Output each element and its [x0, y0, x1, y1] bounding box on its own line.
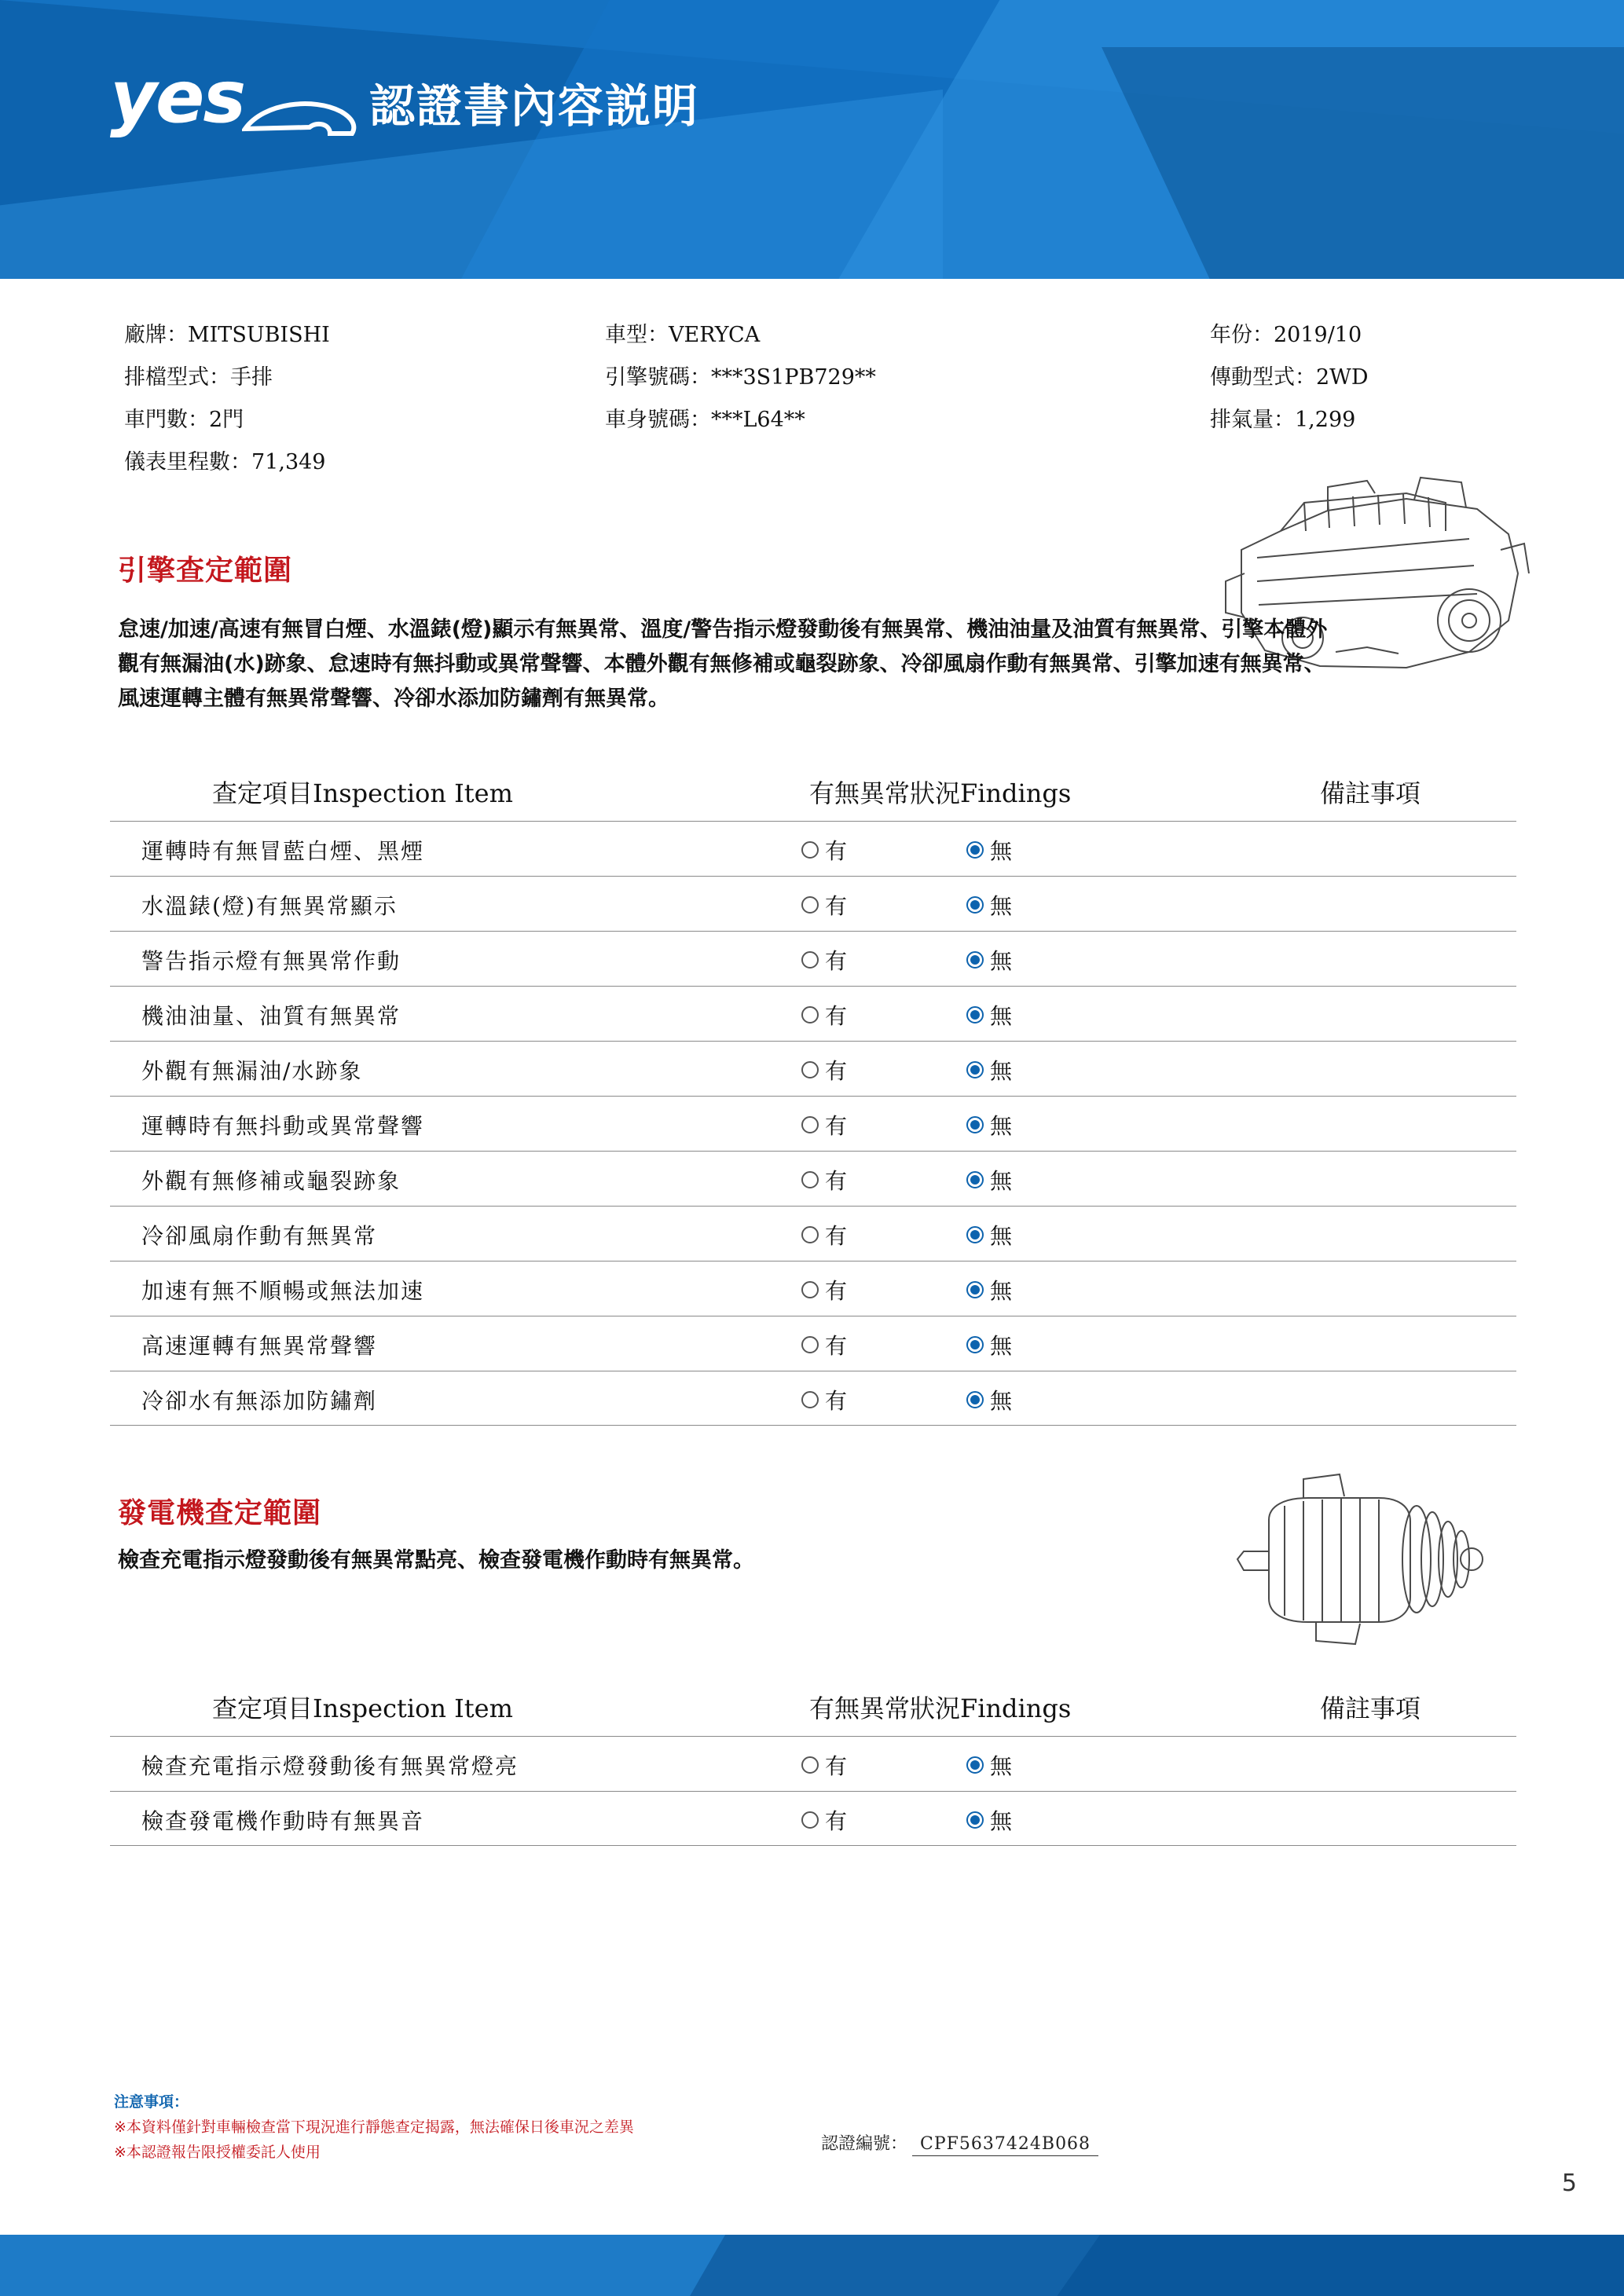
info-model: 車型：VERYCA [605, 323, 761, 347]
col-header-note: 備註事項 [1320, 1694, 1421, 1723]
radio-yes-icon[interactable] [801, 951, 819, 969]
col-header-item: 查定項目Inspection Item [212, 1694, 513, 1723]
table-row [110, 821, 1516, 876]
radio-no-label: 無 [990, 838, 1013, 864]
radio-yes-icon[interactable] [801, 1061, 819, 1078]
radio-no-icon[interactable] [966, 1116, 984, 1133]
alternator-inspection-table [110, 1681, 1516, 1846]
info-drivetrain: 傳動型式：2WD [1210, 365, 1369, 390]
radio-no-icon[interactable] [966, 1756, 984, 1774]
radio-yes-icon[interactable] [801, 1756, 819, 1774]
table-row [110, 931, 1516, 986]
vehicle-info-col-2 [605, 314, 876, 441]
radio-no-label: 無 [990, 1388, 1013, 1414]
radio-option-no[interactable] [966, 1274, 1012, 1305]
radio-option-no[interactable] [966, 889, 1012, 921]
inspection-item-label: 冷卻風扇作動有無異常 [141, 1223, 378, 1249]
info-vin: 車身號碼：***L64** [605, 408, 805, 432]
radio-option-yes[interactable] [801, 999, 847, 1031]
vehicle-info-col-3 [1210, 314, 1369, 441]
radio-yes-label: 有 [825, 838, 848, 864]
info-displacement: 排氣量：1,299 [1210, 408, 1356, 432]
radio-option-yes[interactable] [801, 944, 847, 976]
radio-yes-icon[interactable] [801, 1391, 819, 1408]
radio-option-no[interactable] [966, 1164, 1012, 1196]
radio-no-label: 無 [990, 1113, 1013, 1139]
inspection-item-label: 高速運轉有無異常聲響 [141, 1333, 378, 1359]
inspection-item-label: 加速有無不順暢或無法加速 [141, 1278, 425, 1304]
table-row [110, 876, 1516, 931]
inspection-item-label: 外觀有無漏油/水跡象 [141, 1058, 363, 1084]
inspection-item-label: 水溫錶(燈)有無異常顯示 [141, 893, 398, 919]
radio-no-label: 無 [990, 1753, 1013, 1779]
radio-option-yes[interactable] [801, 889, 847, 921]
inspection-item-label: 外觀有無修補或龜裂跡象 [141, 1168, 401, 1194]
radio-yes-icon[interactable] [801, 1281, 819, 1298]
table-row [110, 1791, 1516, 1846]
radio-option-yes[interactable] [801, 1749, 847, 1781]
engine-inspection-table [110, 766, 1516, 1426]
vehicle-info-col-1 [124, 314, 330, 484]
radio-option-no[interactable] [966, 834, 1012, 866]
table-row [110, 1096, 1516, 1151]
radio-yes-label: 有 [825, 1278, 848, 1304]
radio-yes-icon[interactable] [801, 1336, 819, 1353]
note-line-1: ※本資料僅針對車輛檢查當下現況進行靜態查定揭露，無法確保日後車況之差異 [114, 2118, 634, 2136]
radio-yes-icon[interactable] [801, 1006, 819, 1023]
radio-option-no[interactable] [966, 1384, 1012, 1415]
radio-option-yes[interactable] [801, 834, 847, 866]
radio-yes-label: 有 [825, 893, 848, 919]
cert-value: CPF5637424B068 [912, 2134, 1098, 2156]
col-header-item: 查定項目Inspection Item [212, 778, 513, 808]
radio-no-label: 無 [990, 1058, 1013, 1084]
radio-no-label: 無 [990, 1278, 1013, 1304]
page-number: 5 [1561, 2170, 1577, 2197]
radio-option-no[interactable] [966, 1329, 1012, 1360]
radio-yes-icon[interactable] [801, 841, 819, 859]
radio-no-icon[interactable] [966, 841, 984, 859]
radio-no-icon[interactable] [966, 1226, 984, 1243]
radio-option-yes[interactable] [801, 1274, 847, 1305]
notes-title: 注意事項： [114, 2093, 189, 2111]
radio-yes-icon[interactable] [801, 1171, 819, 1188]
radio-yes-icon[interactable] [801, 1811, 819, 1829]
footer-notes [114, 2089, 634, 2165]
certificate-number [821, 2130, 1098, 2155]
section-title-engine: 引擎查定範圍 [118, 555, 293, 587]
radio-no-icon[interactable] [966, 1006, 984, 1023]
table-row [110, 1041, 1516, 1096]
radio-option-yes[interactable] [801, 1329, 847, 1360]
radio-no-icon[interactable] [966, 1281, 984, 1298]
radio-option-no[interactable] [966, 1219, 1012, 1251]
radio-no-label: 無 [990, 1808, 1013, 1834]
radio-no-icon[interactable] [966, 1061, 984, 1078]
radio-yes-icon[interactable] [801, 1116, 819, 1133]
table-row [110, 1206, 1516, 1261]
inspection-item-label: 運轉時有無冒藍白煙、黑煙 [141, 838, 425, 864]
radio-yes-label: 有 [825, 1223, 848, 1249]
radio-no-icon[interactable] [966, 1336, 984, 1353]
radio-no-icon[interactable] [966, 951, 984, 969]
table-row [110, 1371, 1516, 1426]
table-row [110, 986, 1516, 1041]
radio-no-label: 無 [990, 1223, 1013, 1249]
radio-option-yes[interactable] [801, 1219, 847, 1251]
radio-option-no[interactable] [966, 1109, 1012, 1141]
radio-no-label: 無 [990, 1168, 1013, 1194]
radio-yes-label: 有 [825, 948, 848, 974]
radio-option-yes[interactable] [801, 1054, 847, 1086]
col-header-findings: 有無異常狀況Findings [809, 778, 1072, 808]
radio-no-label: 無 [990, 1003, 1013, 1029]
inspection-item-label: 冷卻水有無添加防鏽劑 [141, 1388, 378, 1414]
radio-option-yes[interactable] [801, 1109, 847, 1141]
inspection-item-label: 機油油量、油質有無異常 [141, 1003, 401, 1029]
section-description-engine: 怠速/加速/高速有無冒白煙、水溫錶(燈)顯示有無異常、溫度/警告指示燈發動後有無異常、機油油量及油質有無異常、引擎本體外觀有無漏油(水)跡象、怠速時有無抖動或異常聲響、本體外觀有無修補或龜裂跡象、冷卻風扇作動有無異常、引擎加速有無異常、風速運轉主體有無異常聲響、冷卻水添加防鏽劑有無異常。 [118, 617, 1328, 711]
radio-yes-label: 有 [825, 1753, 848, 1779]
page-title: 認證書內容説明 [369, 79, 700, 133]
radio-option-no[interactable] [966, 944, 1012, 976]
table-row [110, 1151, 1516, 1206]
logo-text: yes [110, 55, 245, 139]
engine-table-header [110, 766, 1516, 821]
inspection-item-label: 檢查充電指示燈發動後有無異常燈亮 [141, 1753, 519, 1779]
radio-no-icon[interactable] [966, 896, 984, 914]
radio-option-yes[interactable] [801, 1804, 847, 1836]
radio-no-label: 無 [990, 893, 1013, 919]
radio-yes-label: 有 [825, 1058, 848, 1084]
inspection-item-label: 運轉時有無抖動或異常聲響 [141, 1113, 425, 1139]
alternator-table-header [110, 1681, 1516, 1736]
info-engine-number: 引擎號碼：***3S1PB729** [605, 365, 876, 390]
radio-option-yes[interactable] [801, 1164, 847, 1196]
info-year: 年份：2019/10 [1210, 323, 1362, 347]
radio-option-yes[interactable] [801, 1384, 847, 1415]
info-doors: 車門數：2門 [124, 408, 244, 432]
radio-no-icon[interactable] [966, 1391, 984, 1408]
yes-logo [110, 55, 361, 148]
radio-yes-label: 有 [825, 1168, 848, 1194]
radio-option-no[interactable] [966, 999, 1012, 1031]
col-header-findings: 有無異常狀況Findings [809, 1694, 1072, 1723]
table-row [110, 1261, 1516, 1316]
table-row [110, 1736, 1516, 1791]
note-line-2: ※本認證報告限授權委託人使用 [114, 2144, 321, 2161]
col-header-note: 備註事項 [1320, 778, 1421, 808]
info-brand: 廠牌：MITSUBISHI [124, 323, 330, 347]
radio-no-label: 無 [990, 1333, 1013, 1359]
radio-yes-label: 有 [825, 1113, 848, 1139]
car-swoosh-icon [242, 94, 360, 140]
table-row [110, 1316, 1516, 1371]
radio-no-icon[interactable] [966, 1811, 984, 1829]
radio-yes-icon[interactable] [801, 896, 819, 914]
radio-no-label: 無 [990, 948, 1013, 974]
radio-yes-label: 有 [825, 1808, 848, 1834]
radio-option-no[interactable] [966, 1804, 1012, 1836]
footer-wave-2 [676, 2235, 1624, 2296]
radio-yes-label: 有 [825, 1388, 848, 1414]
radio-option-no[interactable] [966, 1054, 1012, 1086]
radio-yes-icon[interactable] [801, 1226, 819, 1243]
radio-yes-label: 有 [825, 1003, 848, 1029]
inspection-item-label: 檢查發電機作動時有無異音 [141, 1808, 425, 1834]
radio-no-icon[interactable] [966, 1171, 984, 1188]
page-footer-band [0, 2235, 1624, 2296]
alternator-line-art [1222, 1465, 1505, 1653]
section-title-alternator: 發電機查定範圍 [118, 1497, 322, 1529]
radio-yes-label: 有 [825, 1333, 848, 1359]
radio-option-no[interactable] [966, 1749, 1012, 1781]
section-description-alternator: 檢查充電指示燈發動後有無異常點亮、檢查發電機作動時有無異常。 [118, 1548, 754, 1573]
info-mileage: 儀表里程數：71,349 [124, 450, 326, 474]
page-header [0, 0, 1624, 279]
cert-label: 認證編號： [821, 2134, 908, 2154]
inspection-item-label: 警告指示燈有無異常作動 [141, 948, 401, 974]
info-transmission: 排檔型式：手排 [124, 365, 273, 390]
